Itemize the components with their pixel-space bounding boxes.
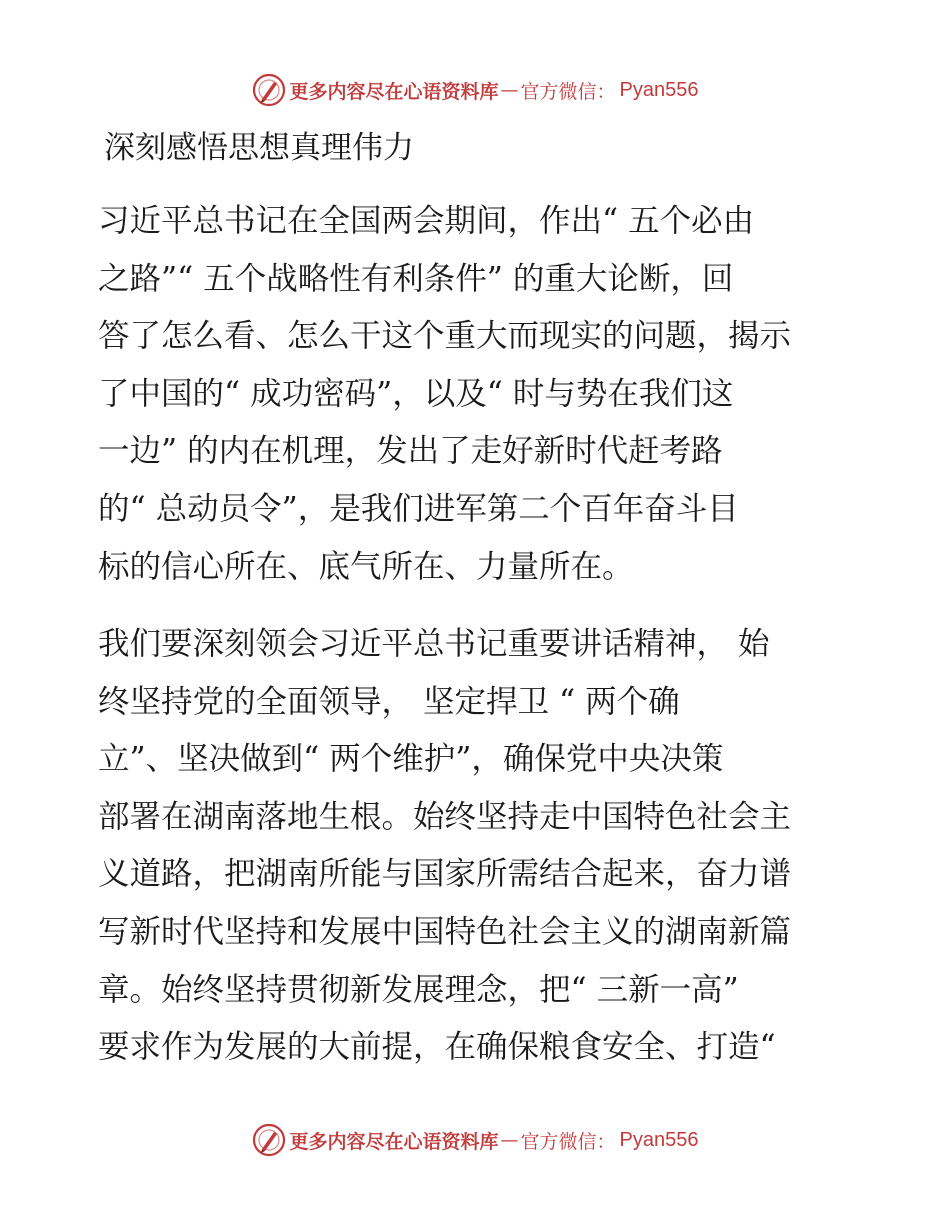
promo-text: 更多内容尽在心语资料库 [289, 80, 499, 103]
paragraph-2 [98, 616, 858, 1077]
official-wechat-label: 官方微信： [520, 1130, 616, 1153]
paragraph-line: 写新时代坚持和发展中国特色社会主义的湖南新篇 [98, 913, 792, 950]
paragraph-line: 终坚持党的全面领导， 坚定捍卫 “ 两个确 [98, 683, 680, 720]
pen-logo-icon [252, 1123, 286, 1157]
separator-dash: — [500, 1129, 519, 1151]
paragraph-1 [98, 193, 858, 596]
paragraph-line: 标的信心所在、底气所在、力量所在。 [98, 548, 634, 585]
paragraph-line: 立”、坚决做到“ 两个维护”，确保党中央决策 [98, 741, 724, 778]
paragraph-line: 义道路，把湖南所能与国家所需结合起来，奋力谱 [98, 856, 792, 893]
paragraph-line: 要求作为发展的大前提，在确保粮食安全、打造“ [98, 1029, 776, 1066]
header-banner [0, 68, 950, 112]
paragraph-line: 我们要深刻领会习近平总书记重要讲话精神， 始 [98, 626, 770, 662]
paragraph-line: 答了怎么看、怎么干这个重大而现实的问题，揭示 [98, 318, 792, 355]
paragraph-line: 一边” 的内在机理，发出了走好新时代赶考路 [98, 433, 723, 470]
paragraph-line: 了中国的“ 成功密码”，以及“ 时与势在我们这 [98, 375, 734, 412]
paragraph-line: 的“ 总动员令”，是我们进军第二个百年奋斗目 [98, 490, 739, 527]
document-title: 深刻感悟思想真理伟力 [104, 130, 414, 166]
wechat-account: Pyan556 [619, 78, 699, 101]
paragraph-line: 之路”“ 五个战略性有利条件” 的重大论断，回 [98, 260, 734, 297]
promo-text: 更多内容尽在心语资料库 [289, 1130, 499, 1153]
paragraph-line: 章。始终坚持贯彻新发展理念，把“ 三新一高” [98, 971, 739, 1008]
separator-dash: — [500, 79, 519, 101]
footer-banner [0, 1118, 950, 1162]
official-wechat-label: 官方微信： [520, 80, 616, 103]
paragraph-line: 习近平总书记在全国两会期间，作出“ 五个必由 [98, 203, 755, 239]
paragraph-line: 部署在湖南落地生根。始终坚持走中国特色社会主 [98, 798, 792, 835]
pen-logo-icon [252, 73, 286, 107]
wechat-account: Pyan556 [619, 1128, 699, 1151]
